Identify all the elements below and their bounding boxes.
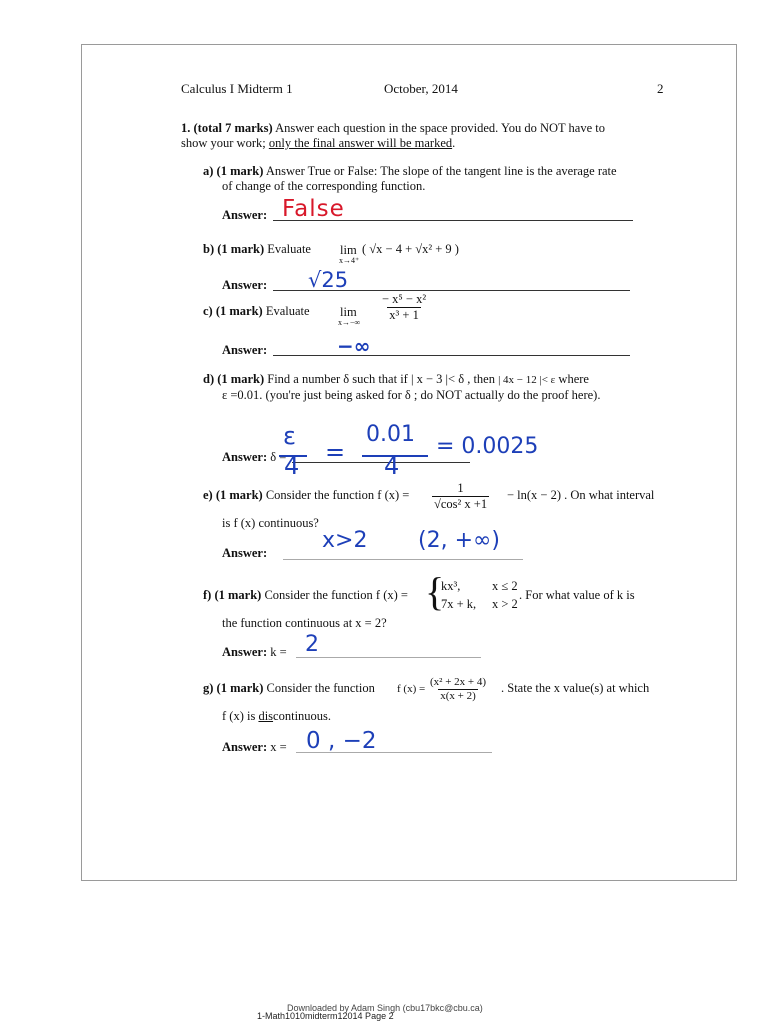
- part-c-handwritten-answer: −∞: [337, 334, 371, 358]
- part-f-cond2: x > 2: [492, 597, 518, 611]
- part-b-expression: ( √x − 4 + √x² + 9 ): [362, 242, 459, 256]
- part-g-text2: f (x) is discontinuous.: [222, 709, 332, 723]
- part-d-text2: ε =0.01. (you're just being asked for δ ; do NOT actually do the proof here).: [222, 388, 601, 402]
- part-f-text: f) (1 mark) Consider the function f (x) =: [203, 588, 408, 602]
- course-title: Calculus I Midterm 1: [181, 81, 293, 96]
- part-c-fraction: [380, 292, 428, 323]
- part-b-limit: lim: [340, 243, 357, 257]
- part-f-text2: the function continuous at x = 2?: [222, 616, 387, 630]
- part-a-text: a) (1 mark) Answer True or False: The slope of the tangent line is the average rate: [203, 164, 617, 178]
- part-e-handwritten-2: (2, +∞): [418, 528, 500, 553]
- part-b-answer-label: Answer:: [222, 278, 268, 292]
- part-g-text: g) (1 mark) Consider the function: [203, 681, 375, 695]
- part-f-brace: {: [425, 569, 445, 614]
- part-b-handwritten-answer: √25: [308, 268, 349, 292]
- part-e-answer-label: Answer:: [222, 546, 268, 560]
- question-number: 1. (total 7 marks): [181, 121, 273, 135]
- part-f-case1: kx³,: [441, 579, 461, 593]
- part-d-text: d) (1 mark) Find a number δ such that if | x − 3 |< δ , then | 4x − 12 |< ε where: [203, 372, 589, 386]
- part-a-text2: of change of the corresponding function.: [222, 179, 426, 193]
- exam-date: October, 2014: [384, 81, 458, 96]
- part-e-text-tail: − ln(x − 2) . On what interval: [507, 488, 655, 502]
- part-c-limit: lim: [340, 305, 357, 319]
- part-g-handwritten-answer: 0 , −2: [306, 728, 377, 754]
- part-f-answer-line: [296, 657, 481, 658]
- part-e-text: e) (1 mark) Consider the function f (x) =: [203, 488, 410, 502]
- part-c-answer-label: Answer:: [222, 343, 268, 357]
- part-e-handwritten-1: x>2: [322, 528, 368, 553]
- question-intro-line1: 1. (total 7 marks) Answer each question in the space provided. You do NOT have to: [181, 121, 606, 135]
- part-d-hw-equals: =: [325, 438, 346, 466]
- part-f-cond1: x ≤ 2: [492, 579, 518, 593]
- footer-downloaded: Downloaded by Adam Singh (cbu17bkc@cbu.ca): [287, 1003, 483, 1013]
- page-number: 2: [657, 81, 664, 96]
- part-f-text-tail: . For what value of k is: [519, 588, 635, 602]
- part-g-fraction: $\frac{\text{(x² + 2x + 4)}}{x(x + 2)}$: [430, 676, 487, 702]
- part-d-answer-line: [292, 462, 470, 463]
- part-c-limit-subscript: x→−∞: [338, 318, 361, 327]
- part-g-text-tail: . State the x value(s) at which: [501, 681, 650, 695]
- part-d-hw-den1: 4: [284, 452, 300, 480]
- part-d-hw-epsilon: ε: [283, 422, 296, 450]
- part-d-hw-result: = 0.0025: [436, 434, 539, 459]
- part-c-numerator: − x⁵ − x²: [382, 292, 427, 306]
- part-f-handwritten-answer: 2: [305, 632, 319, 657]
- part-d-answer-label: Answer: δ =: [222, 450, 287, 464]
- part-d-hw-den2: 4: [384, 452, 400, 480]
- part-a-handwritten-answer: False: [282, 196, 345, 222]
- part-c-answer-line: [273, 355, 630, 356]
- part-e-fraction: $\frac{1}{\text{√cos² x +1}}$: [434, 481, 488, 511]
- part-d-hw-num2: 0.01: [366, 422, 415, 447]
- part-f-case2: 7x + k,: [441, 597, 477, 611]
- part-a-answer-label: Answer:: [222, 208, 268, 222]
- part-c-denominator: x³ + 1: [389, 308, 419, 322]
- part-b-limit-subscript: x→4⁺: [339, 256, 360, 265]
- question-intro-line2: show your work; only the final answer will be marked.: [181, 136, 456, 150]
- part-g-answer-label: Answer: x =: [222, 740, 287, 754]
- part-b-text: b) (1 mark) Evaluate: [203, 242, 311, 256]
- part-g-fx: f (x) =: [397, 683, 426, 695]
- part-e-text2: is f (x) continuous?: [222, 516, 319, 530]
- part-c-text: c) (1 mark) Evaluate: [203, 304, 310, 318]
- part-f-answer-label: Answer: k =: [222, 645, 287, 659]
- footer-file: 1-Math1010midterm12014 Page 2: [257, 1011, 394, 1021]
- part-e-answer-line: [283, 559, 523, 560]
